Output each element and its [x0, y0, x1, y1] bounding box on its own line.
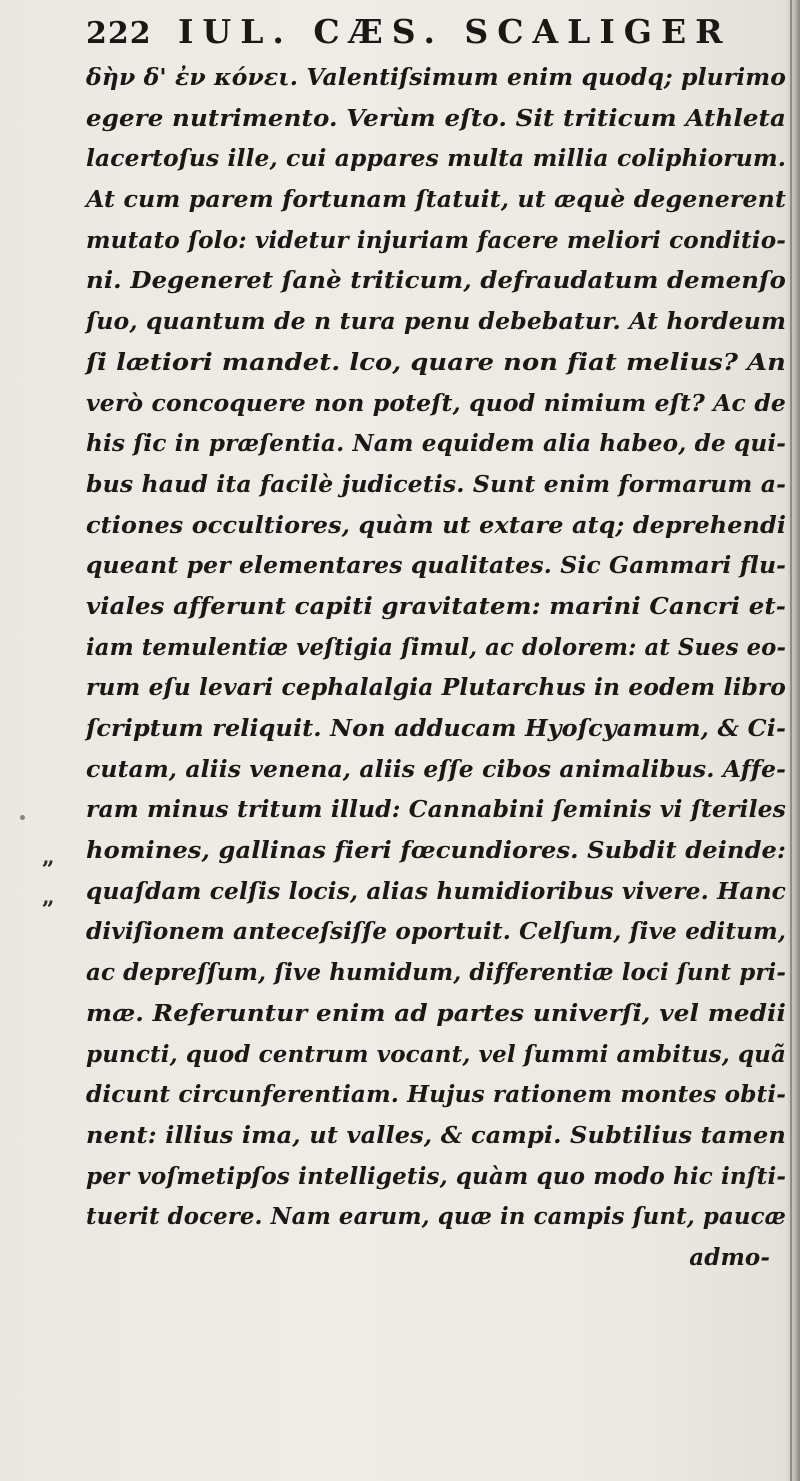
- text-line: tuerit docere. Nam earum, quæ in campis ſunt, paucæ: [86, 1203, 786, 1231]
- text-line: bus haud ita facilè judicetis. Sunt enim formarum a-: [86, 470, 786, 498]
- text-line: mæ. Referuntur enim ad partes univerſi, vel medii: [86, 999, 786, 1027]
- text-line: dicunt circunferentiam. Hujus rationem montes obti-: [86, 1081, 786, 1109]
- text-line: At cum parem fortunam ſtatuit, ut æquè degenerent: [86, 186, 787, 214]
- text-line: puncti, quod centrum vocant, vel ſummi ambitus, quã: [86, 1040, 786, 1068]
- text-line: ram minus tritum illud: Cannabini ſeminis vi ſteriles: [86, 796, 786, 824]
- page-number: 222: [86, 16, 152, 51]
- text-line: ſuo, quantum de n tura penu debebatur. At hordeum: [86, 308, 786, 336]
- text-line: iam temulentiæ veſtigia ſimul, ac dolorem: at Sues eo-: [86, 633, 786, 661]
- page-edge-shadow: [786, 0, 800, 1481]
- running-head: IUL. CÆS. SCALIGER: [178, 12, 732, 51]
- text-line: egere nutrimento. Verùm eſto. Sit triticum Athleta: [86, 104, 786, 132]
- text-line: ſcriptum reliquit. Non adducam Hyoſcyamum, & Ci-: [86, 715, 787, 742]
- text-line: queant per elementares qualitates. Sic Gammari flu-: [86, 552, 787, 580]
- text-line: diviſionem anteceſsiſſe oportuit. Celſum, ſive editum,: [86, 918, 786, 946]
- text-line: δὴν δ' ἐν κόνει. Valentiſsimum enim quodq; plurimo: [86, 64, 786, 91]
- text-line: per voſmetipſos intelligetis, quàm quo modo hic inſti-: [86, 1162, 786, 1190]
- text-line: viales afferunt capiti gravitatem: marini Cancri et-: [86, 592, 786, 620]
- text-line: lacertoſus ille, cui appares multa millia coliphiorum.: [86, 145, 786, 173]
- body-text: [86, 58, 786, 1279]
- text-line: his ſic in præſentia. Nam equidem alia habeo, de qui-: [86, 430, 786, 458]
- quotation-mark: „: [42, 844, 55, 870]
- text-line: ni. Degeneret ſanè triticum, defraudatum demenſo: [86, 267, 786, 295]
- text-line: rum eſu levari cephalalgia Plutarchus in eodem libro: [86, 674, 786, 702]
- text-line: cutam, aliis venena, aliis eſſe cibos animalibus. Affe-: [86, 755, 786, 783]
- text-line: ſi lætiori mandet. lco, quare non fiat melius? An: [86, 348, 786, 376]
- text-line: homines, gallinas fieri fœcundiores. Subdit deinde:: [86, 837, 786, 865]
- ink-speck: [20, 815, 25, 820]
- quotation-mark: „: [42, 884, 55, 910]
- page-header: [86, 12, 786, 58]
- left-margin: [0, 58, 86, 1458]
- text-line: ac depreſſum, ſive humidum, differentiæ loci ſunt pri-: [86, 959, 786, 987]
- text-line: nent: illius ima, ut valles, & campi. Subtilius tamen: [86, 1121, 786, 1149]
- catchword: admo-: [689, 1243, 770, 1271]
- text-line: mutato ſolo: videtur injuriam facere meliori conditio-: [86, 226, 786, 254]
- text-line: quaſdam celſis locis, alias humidioribus vivere. Hanc: [86, 877, 786, 905]
- text-line: ctiones occultiores, quàm ut extare atq; deprehendi: [86, 511, 786, 539]
- text-line: verò concoquere non poteſt, quod nimium eſt? Ac de: [86, 389, 786, 417]
- page-edge-line: [790, 0, 792, 1481]
